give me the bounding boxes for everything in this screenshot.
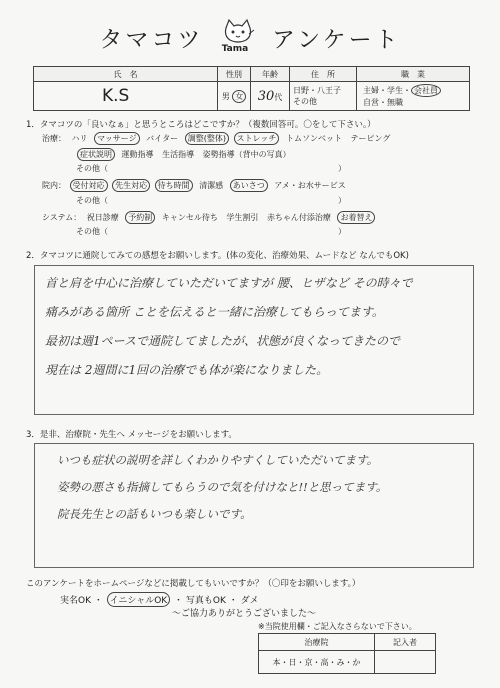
q1-text: 1．タマコツの「良いなぁ」と思うところはどこですか？（複数回答可。〇をして下さい。） — [26, 120, 376, 130]
job-student: 学生 — [387, 86, 403, 95]
publish-initial-circled[interactable]: イニシャルOK — [107, 592, 170, 607]
treatment-posture[interactable]: 姿勢指導（背中の写真） — [202, 150, 291, 159]
clinic-doctor-circled[interactable]: 先生対応 — [112, 179, 150, 192]
treatment-exercise[interactable]: 運動指導 — [121, 150, 154, 159]
clinic-label: 院内： — [42, 181, 66, 190]
office-writer-cell — [375, 651, 436, 674]
header-name: 氏 名 — [34, 67, 218, 82]
system-student[interactable]: 学生割引 — [226, 213, 259, 222]
office-col-clinic: 治療院 — [259, 634, 375, 651]
system-holiday[interactable]: 祝日診療 — [86, 213, 119, 222]
address-cell[interactable] — [290, 82, 357, 111]
system-reservation-circled[interactable]: 予約制 — [125, 211, 155, 224]
office-note: ※当院使用欄・ご記入なさらないで下さい。 — [258, 622, 417, 631]
job-cell[interactable]: 主婦・学生・ 会社員 自営・無職 — [357, 82, 470, 111]
q3-answer-box[interactable] — [34, 443, 474, 568]
treatment-other-close: ） — [338, 164, 346, 173]
job-line2: 自営・無職 — [363, 98, 403, 107]
publish-realname[interactable]: 実名OK — [60, 596, 91, 606]
treatment-massage-circled[interactable]: マッサージ — [94, 132, 140, 145]
clinic-greeting-circled[interactable]: あいさつ — [230, 179, 268, 192]
office-branches: 本・日・京・高・み・か — [259, 651, 375, 674]
clinic-clean[interactable]: 清潔感 — [199, 181, 224, 190]
treatment-taping[interactable]: テーピング — [350, 134, 391, 143]
gender-female-circled: 女 — [232, 90, 246, 103]
info-table — [33, 66, 470, 111]
survey-title — [0, 18, 500, 56]
system-other-close: ） — [338, 227, 346, 236]
address-line1: 日野・八王子 — [293, 86, 341, 95]
clinic-reception-circled[interactable]: 受付対応 — [70, 179, 108, 192]
treatment-label: 治療： — [42, 134, 66, 143]
q1-clinic-row — [42, 179, 349, 192]
treatment-adjust-circled[interactable]: 調整(整体) — [185, 132, 229, 145]
q1-treatment-row — [42, 132, 393, 145]
treatment-life[interactable]: 生活指導 — [162, 150, 195, 159]
clinic-other-close: ） — [338, 196, 346, 205]
header-age: 年齢 — [251, 67, 290, 82]
age-unit: 代 — [274, 92, 283, 102]
publish-question: このアンケートをホームページなどに掲載してもいいですか？（〇印をお願いします。） — [26, 579, 361, 589]
clinic-candy[interactable]: アメ・お水サービス — [274, 181, 346, 190]
thanks-text: ～ご協力ありがとうございました～ — [172, 609, 317, 619]
q1-system-other[interactable] — [76, 226, 346, 237]
q2-line-1: 首と肩を中心に治療していただいてますが 腰、ヒザなど その時々で — [45, 276, 413, 290]
system-change-circled[interactable]: お着替え — [337, 211, 375, 224]
publish-no[interactable]: ダメ — [240, 596, 259, 606]
treatment-other-label: その他（ — [76, 164, 108, 173]
q3-line-2: 姿勢の悪さも指摘してもらうので気を付けなと!!と思ってます。 — [57, 480, 388, 494]
system-cancel[interactable]: キャンセル待ち — [161, 213, 218, 222]
gender-cell[interactable] — [218, 82, 251, 111]
q2-line-2: 痛みがある箇所 ことを伝えると一緒に治療してもらってます。 — [45, 305, 384, 319]
publish-options: 実名OK ・ イニシャルOK ・ 写真もOK ・ ダメ — [60, 592, 259, 607]
publish-photo[interactable]: 写真もOK — [185, 596, 226, 606]
logo-text: Tama — [221, 44, 249, 54]
job-housewife: 主婦 — [363, 86, 379, 95]
job-employee-circled: 会社員 — [411, 84, 441, 97]
system-baby[interactable]: 赤ちゃん付添治療 — [266, 213, 331, 222]
age-value: 30 — [257, 88, 275, 104]
q2-line-4: 現在は 2週間に1回の治療でも体が楽になりました。 — [45, 363, 329, 377]
system-other-label: その他（ — [76, 227, 108, 236]
header-job: 職 業 — [357, 67, 470, 82]
q2-answer-box[interactable] — [34, 265, 474, 415]
treatment-thompson[interactable]: トムソンベット — [285, 134, 342, 143]
treatment-stretch-circled[interactable]: ストレッチ — [234, 132, 280, 145]
office-col-writer: 記入者 — [375, 634, 436, 651]
q3-text: 3．是非、治療院・先生へ メッセージをお願いします。 — [26, 430, 237, 440]
clinic-other-label: その他（ — [76, 196, 108, 205]
office-table — [258, 633, 436, 674]
header-address: 住 所 — [290, 67, 357, 82]
gender-male: 男 — [221, 91, 230, 101]
header-gender: 性別 — [218, 67, 251, 82]
age-cell[interactable] — [251, 82, 290, 111]
treatment-hari[interactable]: ハリ — [71, 134, 88, 143]
clinic-wait-circled[interactable]: 待ち時間 — [155, 179, 193, 192]
title-right: アンケート — [272, 26, 401, 53]
address-line2: その他 — [293, 97, 317, 106]
q1-treatment-row2 — [76, 148, 294, 161]
q1-treatment-other[interactable] — [76, 163, 346, 174]
system-label: システム： — [42, 213, 82, 222]
tama-cat-logo — [220, 18, 256, 56]
title-left: タマコツ — [99, 26, 204, 53]
q2-text: 2．タマコツに通院してみての感想をお願いします。(体の変化、治療効果、ムードなど なんでもOK) — [26, 251, 409, 261]
name-value[interactable]: K.S — [34, 82, 218, 111]
treatment-symptom-circled[interactable]: 症状説明 — [77, 148, 115, 161]
treatment-vitar[interactable]: バイター — [146, 134, 179, 143]
q3-line-3: 院長先生との話もいつも楽しいです。 — [57, 507, 252, 521]
q3-line-1: いつも症状の説明を詳しくわかりやすくしていただいてます。 — [57, 453, 379, 467]
q2-line-3: 最初は週1ペースで通院してましたが、状態が良くなってきたので — [45, 334, 401, 348]
q1-clinic-other[interactable] — [76, 195, 346, 206]
q1-system-row — [42, 211, 376, 224]
